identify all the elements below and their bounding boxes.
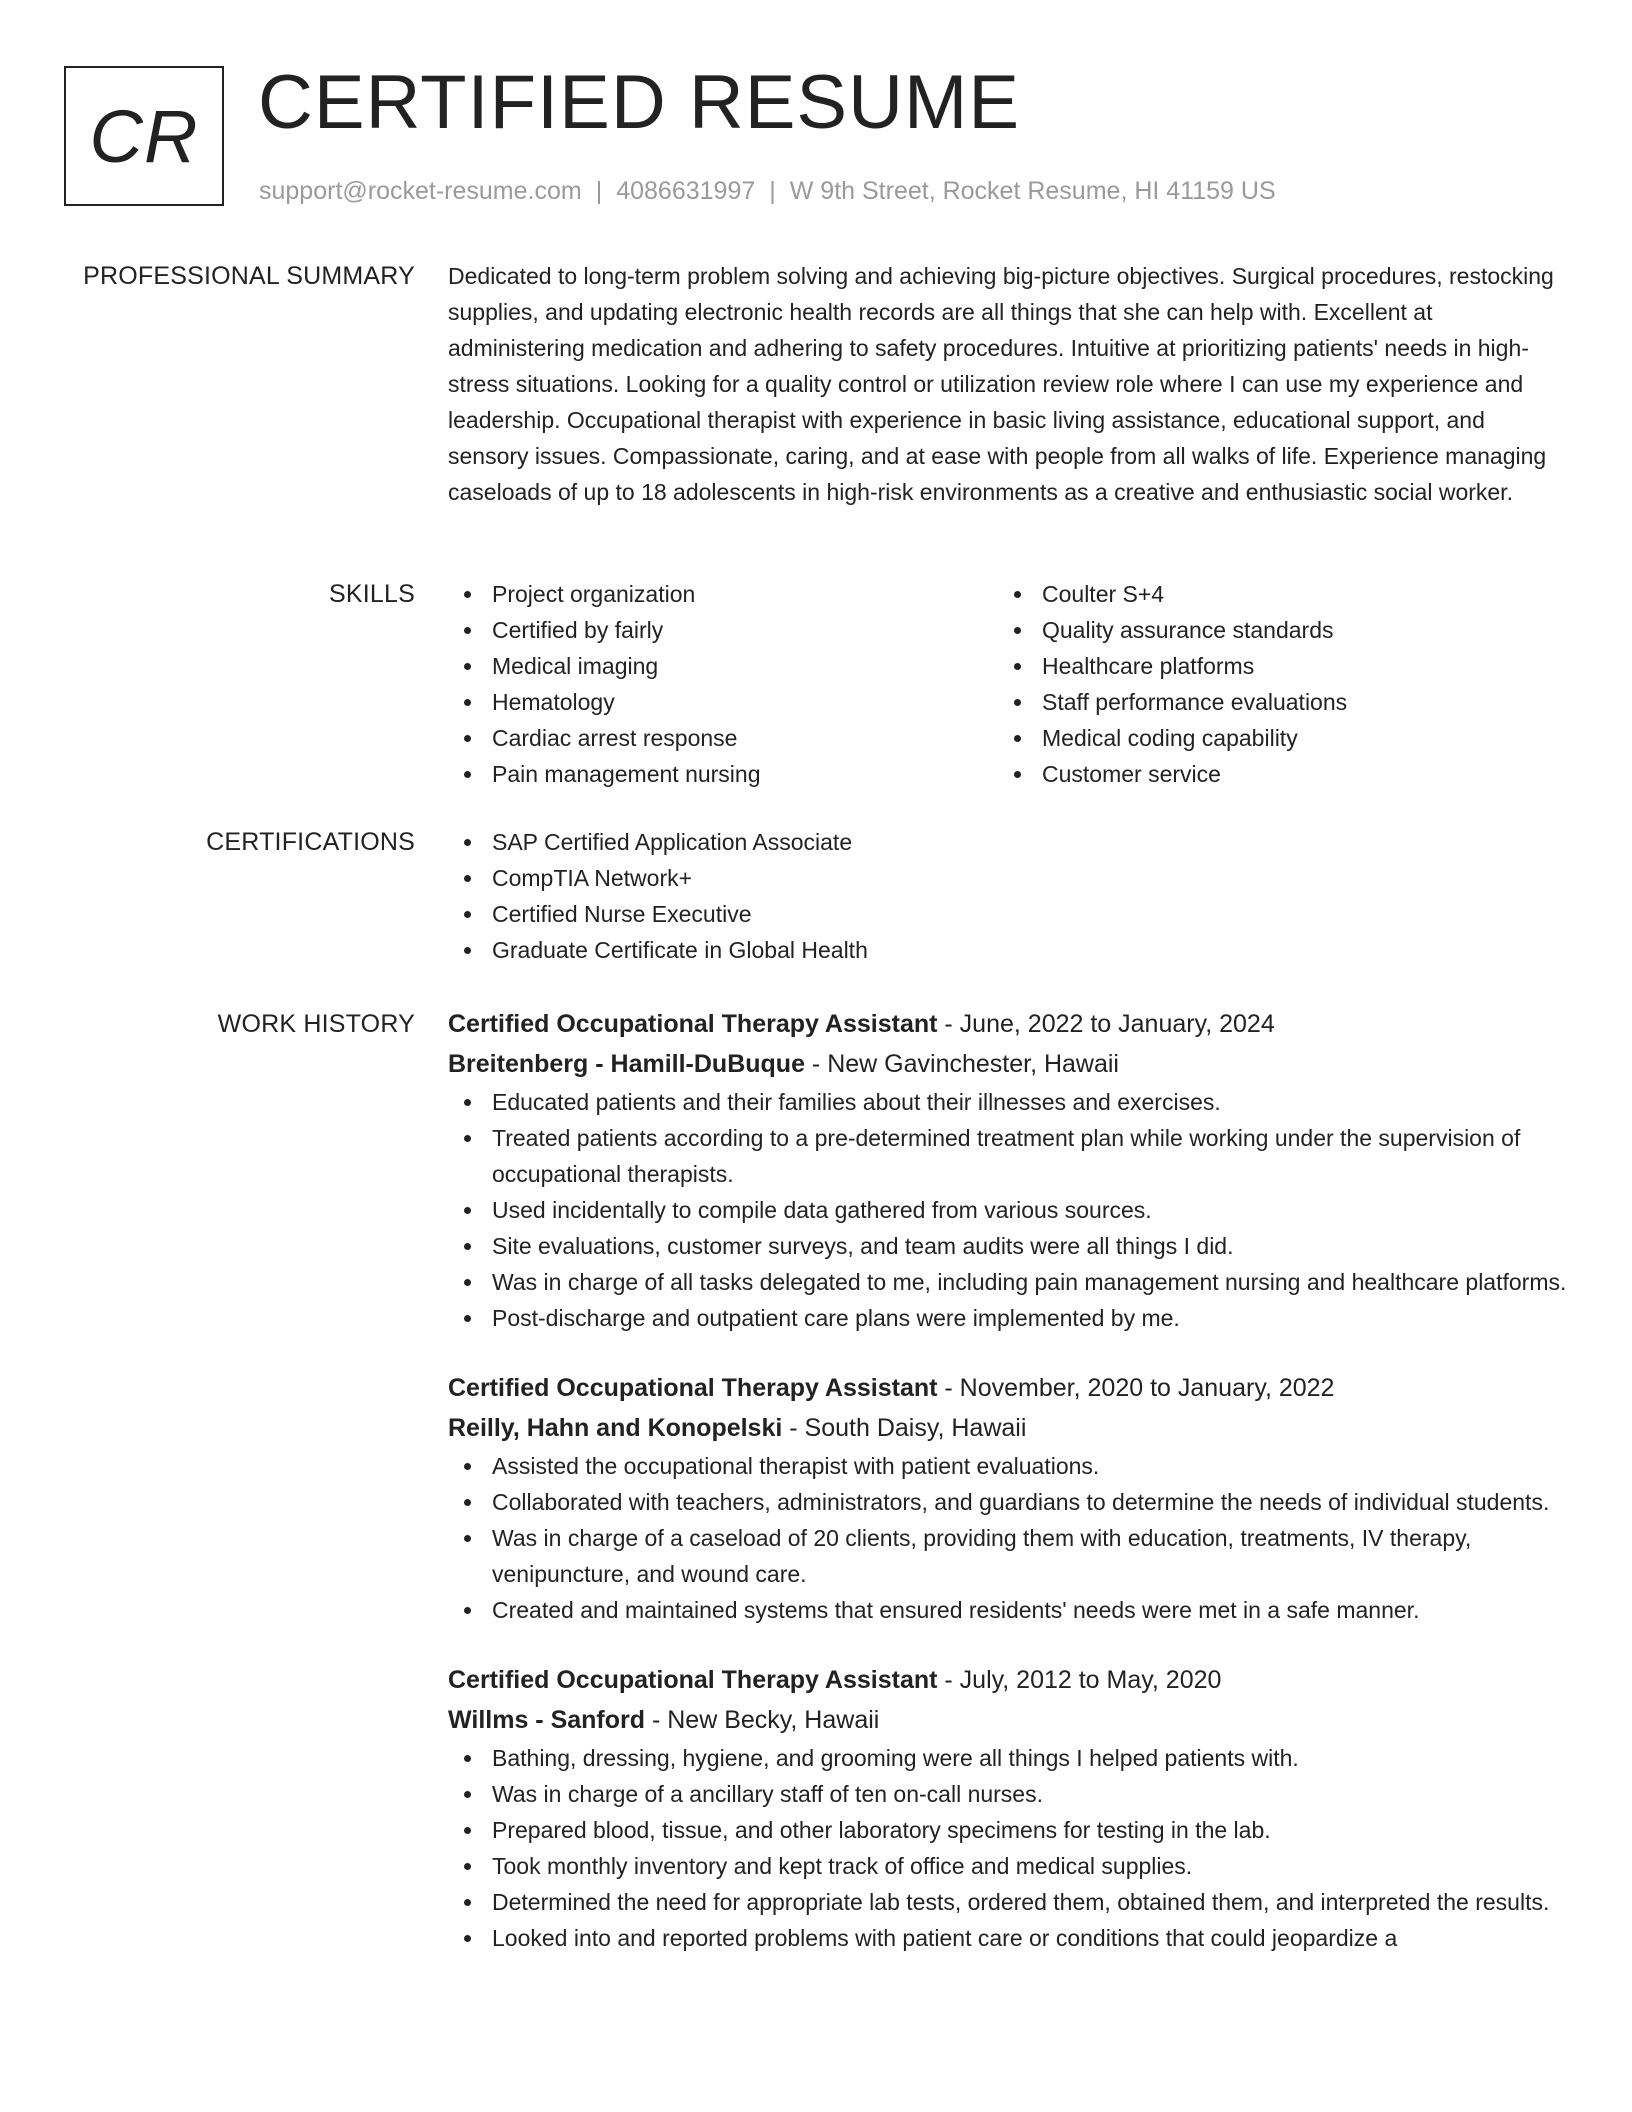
job-company: Reilly, Hahn and Konopelski <box>448 1414 783 1442</box>
certifications-body <box>448 824 1568 968</box>
contact-separator: | <box>769 177 776 205</box>
job-dates: - July, 2012 to May, 2020 <box>937 1666 1222 1694</box>
job-duty: Determined the need for appropriate lab tests, ordered them, obtained them, and interpreted the results. <box>448 1884 1568 1920</box>
job-duty: Was in charge of a caseload of 20 clients, providing them with education, treatments, IV therapy, venipuncture, and wound care. <box>448 1520 1568 1592</box>
job-title: Certified Occupational Therapy Assistant <box>448 1666 938 1694</box>
job-entry <box>448 1660 1568 1956</box>
summary-body <box>448 258 1568 510</box>
contact-email: support@rocket-resume.com <box>259 177 582 205</box>
job-duties <box>448 1740 1568 1956</box>
skill-item: Project organization <box>448 576 998 612</box>
monogram-logo: CR <box>64 66 224 206</box>
work-history-body <box>448 1004 1568 1988</box>
job-duty: Created and maintained systems that ensured residents' needs were met in a safe manner. <box>448 1592 1568 1628</box>
job-duty: Site evaluations, customer surveys, and team audits were all things I did. <box>448 1228 1568 1264</box>
skill-item: Medical coding capability <box>998 720 1548 756</box>
job-location: - New Becky, Hawaii <box>645 1706 880 1734</box>
skill-item: Hematology <box>448 684 998 720</box>
skill-item: Medical imaging <box>448 648 998 684</box>
skill-item: Staff performance evaluations <box>998 684 1548 720</box>
job-title: Certified Occupational Therapy Assistant <box>448 1010 938 1038</box>
job-company-line <box>448 1044 1568 1084</box>
job-duty: Bathing, dressing, hygiene, and grooming were all things I helped patients with. <box>448 1740 1568 1776</box>
skill-item: Cardiac arrest response <box>448 720 998 756</box>
skill-item: Quality assurance standards <box>998 612 1548 648</box>
certification-item: CompTIA Network+ <box>448 860 1568 896</box>
section-heading-work-history: WORK HISTORY <box>217 1010 415 1038</box>
skills-column-right <box>998 576 1548 792</box>
job-duty: Prepared blood, tissue, and other laboratory specimens for testing in the lab. <box>448 1812 1568 1848</box>
contact-separator: | <box>595 177 603 205</box>
section-heading-skills: SKILLS <box>329 580 415 608</box>
job-duty: Treated patients according to a pre-determined treatment plan while working under the supervision of occupational therapists. <box>448 1120 1568 1192</box>
job-duties <box>448 1084 1568 1336</box>
skills-body <box>448 576 1568 792</box>
skills-columns <box>448 576 1568 792</box>
job-entry <box>448 1004 1568 1336</box>
contact-line <box>259 176 1276 206</box>
job-duty: Was in charge of a ancillary staff of ten on-call nurses. <box>448 1776 1568 1812</box>
skills-column-left <box>448 576 998 792</box>
certification-item: Graduate Certificate in Global Health <box>448 932 1568 968</box>
skill-item: Certified by fairly <box>448 612 998 648</box>
skill-item: Pain management nursing <box>448 756 998 792</box>
contact-address: W 9th Street, Rocket Resume, HI 41159 US <box>789 177 1276 205</box>
summary-text: Dedicated to long-term problem solving and achieving big-picture objectives. Surgical procedures, restocking supplies, and updating electronic health records are all things that she can help with. Excellent at administering medication and adhering to safety procedures. Intuitive at prioritizing patients' needs in high-stress situations. Looking for a quality control or utilization review role where I can use my experience and leadership. Occupational therapist with experience in basic living assistance, educational support, and sensory issues. Compassionate, caring, and at ease with people from all walks of life. Experience managing caseloads of up to 18 adolescents in high-risk environments as a creative and enthusiastic social worker. <box>448 263 1554 505</box>
job-duties <box>448 1448 1568 1628</box>
job-company: Willms - Sanford <box>448 1706 646 1734</box>
job-title-line <box>448 1660 1568 1700</box>
job-dates: - June, 2022 to January, 2024 <box>937 1010 1275 1038</box>
job-duty: Used incidentally to compile data gathered from various sources. <box>448 1192 1568 1228</box>
job-duty: Took monthly inventory and kept track of office and medical supplies. <box>448 1848 1568 1884</box>
certification-item: SAP Certified Application Associate <box>448 824 1568 860</box>
job-title-line <box>448 1368 1568 1408</box>
section-heading-summary: PROFESSIONAL SUMMARY <box>83 262 415 290</box>
job-title: Certified Occupational Therapy Assistant <box>448 1374 938 1402</box>
job-company: Breitenberg - Hamill-DuBuque <box>448 1050 805 1078</box>
job-duty: Assisted the occupational therapist with patient evaluations. <box>448 1448 1568 1484</box>
job-duty: Post-discharge and outpatient care plans were implemented by me. <box>448 1300 1568 1336</box>
job-duty: Educated patients and their families about their illnesses and exercises. <box>448 1084 1568 1120</box>
section-heading-certifications: CERTIFICATIONS <box>206 828 415 856</box>
job-duty: Collaborated with teachers, administrators, and guardians to determine the needs of individual students. <box>448 1484 1568 1520</box>
job-duty: Was in charge of all tasks delegated to me, including pain management nursing and healthcare platforms. <box>448 1264 1568 1300</box>
job-dates: - November, 2020 to January, 2022 <box>937 1374 1335 1402</box>
job-title-line <box>448 1004 1568 1044</box>
job-location: - New Gavinchester, Hawaii <box>804 1050 1119 1078</box>
resume-name: CERTIFIED RESUME <box>258 60 1021 145</box>
certifications-list <box>448 824 1568 968</box>
skill-item: Customer service <box>998 756 1548 792</box>
job-company-line <box>448 1408 1568 1448</box>
certification-item: Certified Nurse Executive <box>448 896 1568 932</box>
skill-item: Healthcare platforms <box>998 648 1548 684</box>
job-duty: Looked into and reported problems with patient care or conditions that could jeopardize a <box>448 1920 1568 1956</box>
job-location: - South Daisy, Hawaii <box>782 1414 1027 1442</box>
skill-item: Coulter S+4 <box>998 576 1548 612</box>
job-company-line <box>448 1700 1568 1740</box>
contact-phone: 4086631997 <box>616 177 756 205</box>
job-entry <box>448 1368 1568 1628</box>
